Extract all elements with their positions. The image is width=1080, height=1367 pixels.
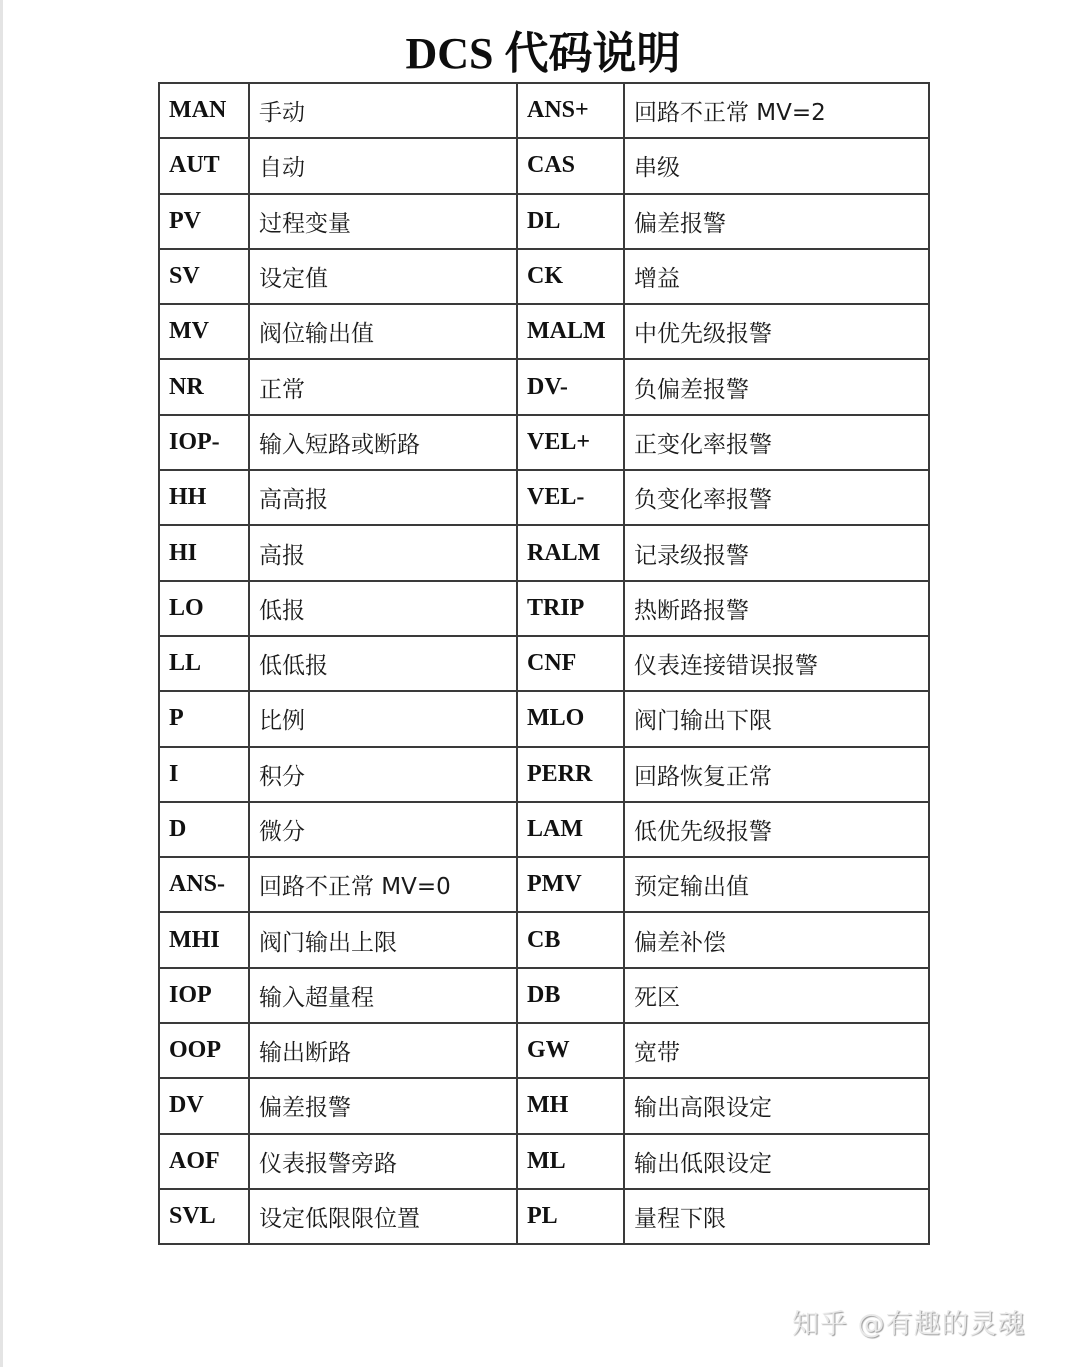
description-cell: 自动 [249, 138, 517, 193]
watermark-text: 知乎 @有趣的灵魂 [792, 1309, 1026, 1340]
description-cell: 串级 [624, 138, 929, 193]
description-cell: 热断路报警 [624, 581, 929, 636]
code-cell: DB [517, 968, 624, 1023]
code-cell: TRIP [517, 581, 624, 636]
code-cell: MALM [517, 304, 624, 359]
code-cell: MAN [159, 83, 249, 138]
table-row [159, 1189, 929, 1244]
table-row [159, 636, 929, 691]
code-cell: CNF [517, 636, 624, 691]
code-cell: LAM [517, 802, 624, 857]
description-cell: 微分 [249, 802, 517, 857]
code-cell: AOF [159, 1134, 249, 1189]
description-cell: 仪表报警旁路 [249, 1134, 517, 1189]
code-cell: MV [159, 304, 249, 359]
table-row [159, 304, 929, 359]
code-cell: MH [517, 1078, 624, 1133]
table-row [159, 802, 929, 857]
code-cell: I [159, 747, 249, 802]
code-cell: HH [159, 470, 249, 525]
code-cell: OOP [159, 1023, 249, 1078]
table-row [159, 857, 929, 912]
description-cell: 输入短路或断路 [249, 415, 517, 470]
table-row [159, 1023, 929, 1078]
description-cell: 负变化率报警 [624, 470, 929, 525]
code-cell: CK [517, 249, 624, 304]
table-row [159, 194, 929, 249]
table-row [159, 359, 929, 414]
description-cell: 记录级报警 [624, 525, 929, 580]
table-row [159, 83, 929, 138]
description-cell: 阀门输出下限 [624, 691, 929, 746]
code-cell: ANS- [159, 857, 249, 912]
dcs-code-table [158, 82, 930, 1245]
code-cell: GW [517, 1023, 624, 1078]
code-cell: PMV [517, 857, 624, 912]
description-cell: 积分 [249, 747, 517, 802]
table-row [159, 912, 929, 967]
description-cell: 回路不正常 MV=2 [624, 83, 929, 138]
code-cell: VEL- [517, 470, 624, 525]
dcs-code-table-body [159, 83, 929, 1244]
description-cell: 低优先级报警 [624, 802, 929, 857]
table-row [159, 968, 929, 1023]
table-row [159, 138, 929, 193]
description-cell: 输出低限设定 [624, 1134, 929, 1189]
code-cell: SVL [159, 1189, 249, 1244]
code-cell: PERR [517, 747, 624, 802]
code-cell: DV [159, 1078, 249, 1133]
description-cell: 量程下限 [624, 1189, 929, 1244]
code-cell: MHI [159, 912, 249, 967]
code-cell: PV [159, 194, 249, 249]
description-cell: 偏差补偿 [624, 912, 929, 967]
table-row [159, 249, 929, 304]
description-cell: 负偏差报警 [624, 359, 929, 414]
code-cell: HI [159, 525, 249, 580]
description-cell: 设定低限限位置 [249, 1189, 517, 1244]
code-cell: P [159, 691, 249, 746]
description-cell: 回路不正常 MV=0 [249, 857, 517, 912]
code-cell: DL [517, 194, 624, 249]
description-cell: 仪表连接错误报警 [624, 636, 929, 691]
description-cell: 输出高限设定 [624, 1078, 929, 1133]
description-cell: 高高报 [249, 470, 517, 525]
table-row [159, 1134, 929, 1189]
code-cell: RALM [517, 525, 624, 580]
description-cell: 手动 [249, 83, 517, 138]
description-cell: 偏差报警 [624, 194, 929, 249]
description-cell: 偏差报警 [249, 1078, 517, 1133]
code-cell: CAS [517, 138, 624, 193]
code-cell: LO [159, 581, 249, 636]
description-cell: 正常 [249, 359, 517, 414]
description-cell: 低报 [249, 581, 517, 636]
code-cell: SV [159, 249, 249, 304]
code-cell: ML [517, 1134, 624, 1189]
description-cell: 增益 [624, 249, 929, 304]
document-title: DCS 代码说明 [405, 29, 681, 78]
code-cell: IOP [159, 968, 249, 1023]
table-row [159, 747, 929, 802]
description-cell: 阀位输出值 [249, 304, 517, 359]
description-cell: 中优先级报警 [624, 304, 929, 359]
table-row [159, 691, 929, 746]
table-row [159, 525, 929, 580]
description-cell: 宽带 [624, 1023, 929, 1078]
table-row [159, 1078, 929, 1133]
description-cell: 高报 [249, 525, 517, 580]
description-cell: 设定值 [249, 249, 517, 304]
description-cell: 过程变量 [249, 194, 517, 249]
code-cell: D [159, 802, 249, 857]
code-cell: NR [159, 359, 249, 414]
description-cell: 输入超量程 [249, 968, 517, 1023]
description-cell: 低低报 [249, 636, 517, 691]
code-cell: MLO [517, 691, 624, 746]
code-cell: VEL+ [517, 415, 624, 470]
description-cell: 比例 [249, 691, 517, 746]
code-cell: AUT [159, 138, 249, 193]
description-cell: 回路恢复正常 [624, 747, 929, 802]
description-cell: 正变化率报警 [624, 415, 929, 470]
code-cell: CB [517, 912, 624, 967]
code-cell: DV- [517, 359, 624, 414]
description-cell: 预定输出值 [624, 857, 929, 912]
code-cell: LL [159, 636, 249, 691]
table-row [159, 470, 929, 525]
table-row [159, 415, 929, 470]
code-cell: PL [517, 1189, 624, 1244]
description-cell: 输出断路 [249, 1023, 517, 1078]
code-cell: IOP- [159, 415, 249, 470]
description-cell: 阀门输出上限 [249, 912, 517, 967]
table-row [159, 581, 929, 636]
code-cell: ANS+ [517, 83, 624, 138]
description-cell: 死区 [624, 968, 929, 1023]
page-left-edge [0, 0, 3, 1367]
